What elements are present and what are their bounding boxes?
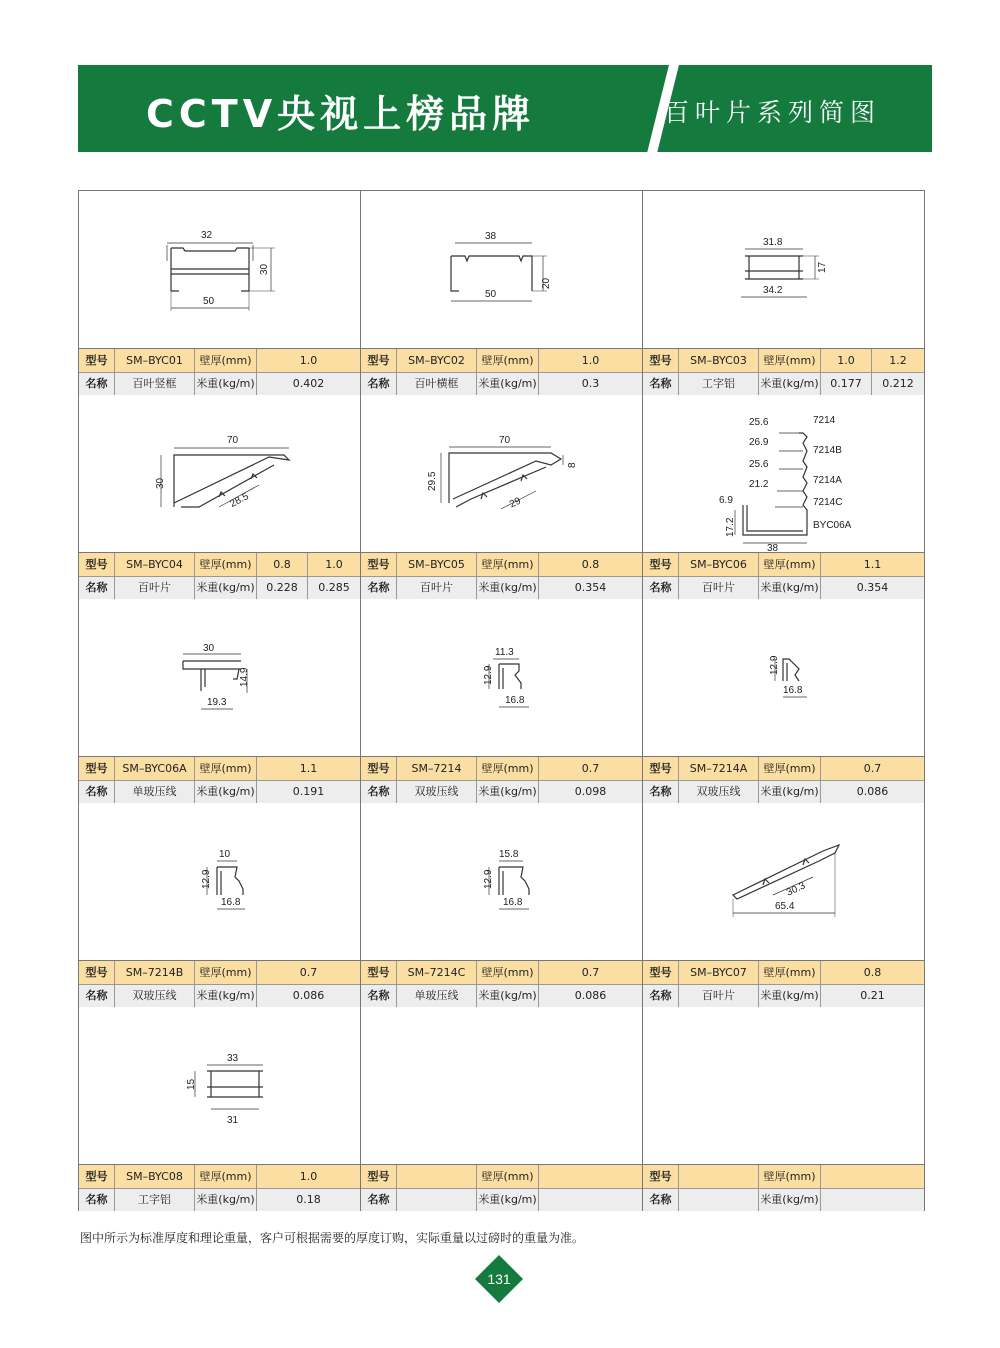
profile-drawing [643,395,924,552]
thickness-label: 壁厚(mm) [195,553,257,576]
thickness-label: 壁厚(mm) [195,757,257,780]
dim-label: 16.8 [503,897,523,908]
model-label: 型号 [361,1165,397,1188]
profile-cell [79,599,361,803]
model-value: SM–BYC05 [397,553,477,576]
profile-drawing [79,803,360,960]
name-value: 双玻压线 [115,985,195,1007]
dim-label: 30 [155,477,166,489]
dim-label: 25.6 [749,459,769,470]
thickness-label: 壁厚(mm) [195,349,257,372]
footnote: 图中所示为标准厚度和理论重量，客户可根据需要的厚度订购，实际重量以过磅时的重量为准。 [80,1231,585,1245]
dim-label: 31.8 [763,237,783,248]
profile-cell [643,191,925,395]
dim-label: 15 [186,1078,197,1090]
weight-label: 米重(kg/m) [195,577,257,599]
dim-label: 10 [219,849,231,860]
name-label: 名称 [361,577,397,599]
thickness-label: 壁厚(mm) [759,349,821,372]
profile-cell-empty [643,1007,925,1211]
dim-label: 16.8 [783,685,803,696]
name-value: 百叶片 [397,577,477,599]
dim-label: 6.9 [719,495,733,506]
name-label: 名称 [79,373,115,395]
thickness-value: 0.7 [581,762,600,775]
weight-value [539,1189,642,1211]
dim-label: 70 [227,435,239,446]
weight-value: 0.228 [257,577,308,599]
profile-drawing [643,599,924,756]
thickness-label: 壁厚(mm) [759,961,821,984]
dim-label: 20 [541,277,552,289]
dim-label: 31 [227,1115,239,1126]
profile-cell [643,395,925,599]
part-tag: 7214 [813,415,836,426]
weight-value: 0.086 [856,785,889,798]
name-label: 名称 [79,781,115,803]
thickness-value: 0.7 [299,966,318,979]
dim-label: 17.2 [725,517,736,537]
name-value: 单玻压线 [397,985,477,1007]
weight-value: 0.21 [860,989,885,1002]
model-value: SM–7214B [115,961,195,984]
thickness-label: 壁厚(mm) [195,961,257,984]
profile-cell [643,599,925,803]
profile-grid [78,190,925,1211]
weight-value: 0.098 [574,785,607,798]
thickness-value: 1.0 [299,1170,318,1183]
model-label: 型号 [79,1165,115,1188]
profile-drawing [79,599,360,756]
name-label: 名称 [361,781,397,803]
name-label: 名称 [643,373,679,395]
name-label: 名称 [643,577,679,599]
part-tag: BYC06A [813,520,852,531]
model-value: SM–BYC01 [115,349,195,372]
dim-label: 12.9 [201,869,212,889]
dim-label: 38 [485,231,497,242]
dim-label: 8 [567,462,578,468]
name-label: 名称 [643,1189,679,1211]
thickness-value: 0.8 [863,966,882,979]
dim-label: 65.4 [775,901,795,912]
model-label: 型号 [361,349,397,372]
model-value: SM–BYC06 [679,553,759,576]
model-value: SM–7214C [397,961,477,984]
weight-label: 米重(kg/m) [759,373,821,395]
weight-label: 米重(kg/m) [195,781,257,803]
catalog-subtitle: 百叶片系列简图 [664,98,882,127]
profile-drawing [643,803,924,960]
dim-label: 50 [485,289,497,300]
thickness-value: 0.7 [863,762,882,775]
profile-drawing [643,1007,924,1164]
thickness-value-alt: 1.2 [889,354,907,367]
dim-label: 30 [259,263,270,275]
profile-cell [361,599,643,803]
weight-value: 0.086 [292,989,325,1002]
weight-value: 0.3 [581,377,600,390]
thickness-label: 壁厚(mm) [759,553,821,576]
name-label: 名称 [643,985,679,1007]
dim-label: 17 [817,261,828,273]
profile-drawing [79,191,360,348]
model-value: SM–BYC08 [115,1165,195,1188]
weight-label: 米重(kg/m) [477,577,539,599]
model-value: SM–BYC02 [397,349,477,372]
name-value: 百叶片 [679,577,759,599]
name-label: 名称 [79,1189,115,1211]
dim-label: 70 [499,435,511,446]
thickness-label: 壁厚(mm) [477,1165,539,1188]
name-label: 名称 [79,577,115,599]
weight-label: 米重(kg/m) [195,373,257,395]
part-tag: 7214A [813,475,842,486]
dim-label: 16.8 [221,897,241,908]
weight-value: 0.354 [574,581,607,594]
dim-label: 29 [507,495,523,511]
profile-cell [79,191,361,395]
model-label: 型号 [79,553,115,576]
name-value: 百叶竖框 [115,373,195,395]
dim-label: 12.9 [483,665,494,685]
name-value: 双玻压线 [679,781,759,803]
brand-title: CCTV央视上榜品牌 [146,92,536,136]
profile-drawing [361,395,642,552]
model-value: SM–BYC04 [115,553,195,576]
weight-value: 0.18 [296,1193,321,1206]
name-label: 名称 [361,1189,397,1211]
dim-label: 32 [201,230,213,241]
profile-drawing [643,191,924,348]
weight-value: 0.191 [292,785,325,798]
dim-label: 30 [203,643,215,654]
name-value [679,1189,759,1211]
name-label: 名称 [643,781,679,803]
thickness-value [821,1165,924,1188]
profile-drawing [79,395,360,552]
thickness-value: 0.7 [581,966,600,979]
weight-value: 0.402 [292,377,325,390]
dim-label: 38 [767,543,779,552]
dim-label: 11.3 [495,647,514,658]
thickness-label: 壁厚(mm) [477,349,539,372]
weight-value: 0.354 [856,581,889,594]
profile-cell [79,803,361,1007]
model-label: 型号 [361,757,397,780]
name-value: 百叶片 [115,577,195,599]
dim-label: 29.5 [427,471,438,491]
model-value: SM–BYC03 [679,349,759,372]
dim-label: 19.3 [207,697,227,708]
model-label: 型号 [643,961,679,984]
profile-cell [643,803,925,1007]
profile-drawing [361,1007,642,1164]
thickness-label: 壁厚(mm) [477,553,539,576]
thickness-value: 0.8 [581,558,600,571]
dim-label: 33 [227,1053,239,1064]
thickness-label: 壁厚(mm) [195,1165,257,1188]
weight-label: 米重(kg/m) [759,1189,821,1211]
thickness-label: 壁厚(mm) [477,757,539,780]
dim-label: 15.8 [499,849,519,860]
profile-drawing [361,191,642,348]
name-value: 百叶片 [679,985,759,1007]
dim-label: 16.8 [505,695,525,706]
profile-cell [79,1007,361,1211]
dim-label: 12.9 [769,655,780,675]
name-value: 双玻压线 [397,781,477,803]
model-label: 型号 [361,553,397,576]
page-number: 131 [487,1271,511,1287]
weight-label: 米重(kg/m) [759,781,821,803]
weight-label: 米重(kg/m) [759,577,821,599]
model-value [397,1165,477,1188]
thickness-value [539,1165,642,1188]
name-label: 名称 [79,985,115,1007]
model-label: 型号 [643,553,679,576]
model-label: 型号 [643,349,679,372]
profile-cell [361,395,643,599]
weight-label: 米重(kg/m) [477,1189,539,1211]
model-value: SM–7214A [679,757,759,780]
model-value [679,1165,759,1188]
dim-label: 26.9 [749,437,769,448]
dim-label: 25.6 [749,417,769,428]
model-value: SM–BYC07 [679,961,759,984]
thickness-value: 1.0 [299,354,318,367]
weight-label: 米重(kg/m) [195,1189,257,1211]
model-value: SM–7214 [397,757,477,780]
part-tag: 7214C [813,497,843,508]
thickness-value: 1.0 [821,349,872,372]
thickness-value-alt: 1.0 [325,558,343,571]
profile-cell-empty [361,1007,643,1211]
profile-drawing [79,1007,360,1164]
dim-label: 30.3 [784,880,808,899]
name-value: 工字铝 [115,1189,195,1211]
dim-label: 28.5 [228,491,251,510]
model-label: 型号 [79,349,115,372]
thickness-value: 1.0 [581,354,600,367]
part-tag: 7214B [813,445,842,456]
model-label: 型号 [643,757,679,780]
weight-value-alt: 0.212 [882,377,914,390]
name-label: 名称 [361,373,397,395]
name-value: 单玻压线 [115,781,195,803]
thickness-label: 壁厚(mm) [759,1165,821,1188]
weight-value: 0.177 [821,373,872,395]
weight-value-alt: 0.285 [318,581,350,594]
model-label: 型号 [79,757,115,780]
model-label: 型号 [79,961,115,984]
dim-label: 12.9 [483,869,494,889]
model-label: 型号 [361,961,397,984]
header-banner [78,65,932,152]
weight-value [821,1189,924,1211]
dim-label: 34.2 [763,285,783,296]
profile-cell [361,191,643,395]
model-value: SM–BYC06A [115,757,195,780]
name-value: 百叶横框 [397,373,477,395]
profile-drawing [361,803,642,960]
dim-label: 21.2 [749,479,769,490]
weight-label: 米重(kg/m) [759,985,821,1007]
weight-label: 米重(kg/m) [195,985,257,1007]
thickness-value: 1.1 [863,558,882,571]
name-value: 工字铝 [679,373,759,395]
thickness-value: 1.1 [299,762,318,775]
thickness-label: 壁厚(mm) [759,757,821,780]
thickness-value: 0.8 [257,553,308,576]
name-label: 名称 [361,985,397,1007]
thickness-label: 壁厚(mm) [477,961,539,984]
profile-cell [361,803,643,1007]
weight-value: 0.086 [574,989,607,1002]
profile-cell [79,395,361,599]
dim-label: 50 [203,296,215,307]
weight-label: 米重(kg/m) [477,373,539,395]
model-label: 型号 [643,1165,679,1188]
dim-label: 14.9 [239,667,250,687]
name-value [397,1189,477,1211]
profile-drawing [361,599,642,756]
weight-label: 米重(kg/m) [477,985,539,1007]
weight-label: 米重(kg/m) [477,781,539,803]
